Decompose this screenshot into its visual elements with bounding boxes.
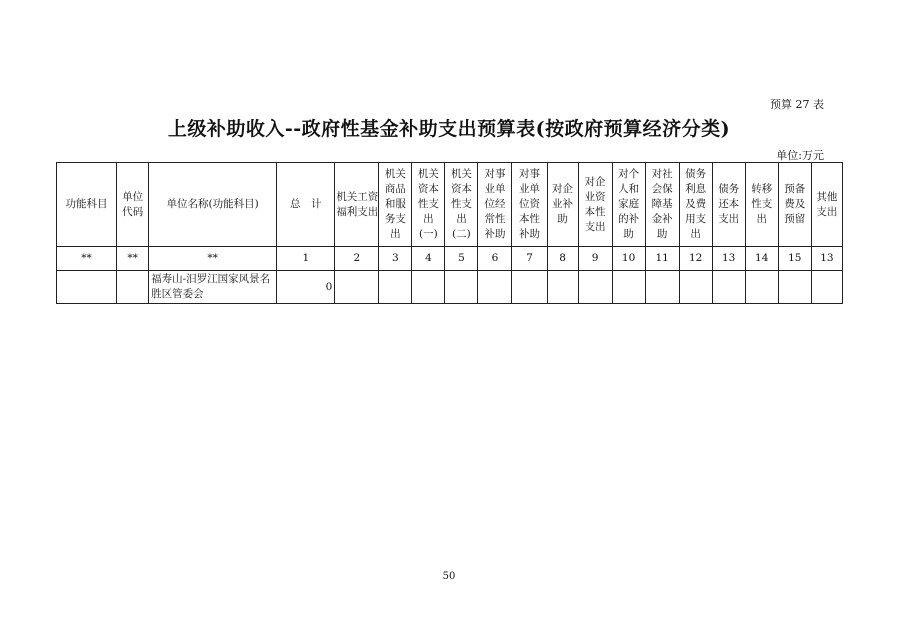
amount-cell: [712, 271, 745, 304]
column-code: 10: [612, 247, 645, 271]
column-code: 9: [578, 247, 612, 271]
header-cell: 转移性支出: [745, 163, 778, 247]
column-code: 7: [512, 247, 547, 271]
header-cell: 债务还本支出: [712, 163, 745, 247]
amount-cell: [679, 271, 712, 304]
header-cell: 单位名称(功能科目): [149, 163, 277, 247]
page-number: 50: [442, 571, 456, 582]
amount-cell: [379, 271, 412, 304]
column-code: 5: [445, 247, 478, 271]
header-cell: 对企业补助: [547, 163, 578, 247]
column-code-row: [57, 247, 843, 271]
unit-label: 单位:万元: [776, 149, 824, 162]
page-title: 上级补助收入--政府性基金补助支出预算表(按政府预算经济分类): [167, 118, 731, 140]
header-cell: 单位代码: [117, 163, 149, 247]
header-cell: 对事业单位资本性补助: [512, 163, 547, 247]
header-cell: 对个人和家庭的补助: [612, 163, 645, 247]
header-cell: 机关工资福利支出: [335, 163, 379, 247]
column-code: 6: [478, 247, 512, 271]
column-code: 13: [811, 247, 842, 271]
header-cell: 对社会保障基金补助: [645, 163, 679, 247]
header-cell: 对事业单位经常性补助: [478, 163, 512, 247]
amount-cell: [811, 271, 842, 304]
amount-cell: [512, 271, 547, 304]
header-cell: 债务利息及费用支出: [679, 163, 712, 247]
header-cell: 其他支出: [811, 163, 842, 247]
amount-cell: [445, 271, 478, 304]
amount-cell: [612, 271, 645, 304]
column-code: **: [149, 247, 277, 271]
column-code: **: [117, 247, 149, 271]
column-code: 12: [679, 247, 712, 271]
amount-cell: [547, 271, 578, 304]
header-cell: 机关商品和服务支出: [379, 163, 412, 247]
column-code: 1: [277, 247, 335, 271]
amount-cell: [745, 271, 778, 304]
column-code: 14: [745, 247, 778, 271]
column-code: 2: [335, 247, 379, 271]
table-number: 预算 27 表: [770, 98, 824, 111]
header-cell: 功能科目: [57, 163, 117, 247]
column-code: 3: [379, 247, 412, 271]
header-cell: 对企业资本性支出: [578, 163, 612, 247]
func-subject-cell: [57, 271, 117, 304]
column-code: 8: [547, 247, 578, 271]
amount-cell: [778, 271, 811, 304]
amount-cell: [578, 271, 612, 304]
header-cell: 机关资本性支出(一): [412, 163, 445, 247]
header-row: [57, 163, 843, 247]
column-code: 13: [712, 247, 745, 271]
amount-cell: [478, 271, 512, 304]
unit-name-cell: 福寿山-汨罗江国家风景名胜区管委会: [149, 271, 277, 304]
column-code: 4: [412, 247, 445, 271]
unit-code-cell: [117, 271, 149, 304]
amount-cell: [412, 271, 445, 304]
column-code: **: [57, 247, 117, 271]
amount-cell: [335, 271, 379, 304]
header-cell: 预备费及预留: [778, 163, 811, 247]
column-code: 15: [778, 247, 811, 271]
amount-cell: [645, 271, 679, 304]
table-row: [57, 271, 843, 304]
header-cell: 机关资本性支出(二): [445, 163, 478, 247]
column-code: 11: [645, 247, 679, 271]
total-cell: 0: [277, 271, 335, 304]
header-cell: 总 计: [277, 163, 335, 247]
budget-table: [56, 162, 843, 304]
